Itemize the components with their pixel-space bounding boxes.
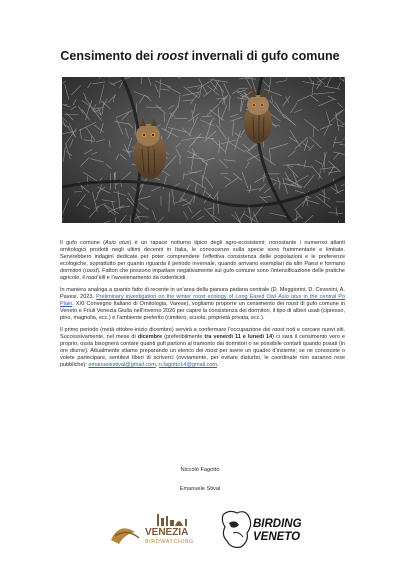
paragraph-run: Il primo periodo (metà ottobre-inizio dicembre) servirà a confermare l’occupazione dei xyxy=(60,326,273,333)
paragraph-link[interactable]: Preliminary investigation on the winter roost ecology of Long Eared Owl xyxy=(96,293,279,300)
title-text-before: Censimento dei xyxy=(60,49,157,63)
paragraph-run: ) è un rapace notturno tipico degli agro-ecosistemi; nonostante i numerosi atlanti ornitologici prodotti negli ultimi decenni in Italia, le conoscenze sulla specie sono frammentarie e limitate. Servirebbero indagini dedicate per poter comprendere l’effettiva consistenza delle popolazioni e le preferenze ecologiche, soprattutto per quanto riguarda il periodo invernale, quando arrivano esemplari da altri Paesi e formano dormitori ( xyxy=(60,240,345,275)
logo-right-line1: BIRDING xyxy=(253,518,301,530)
paragraph-run: di gufo comune in Veneto e Friuli Venezia Giulia nell’inverno 2026 per capire la consistenza dei dormitori, il tipo di alberi usati (cipresso, pino, magnolia, ecc.) e l’ambiente preferito (cimitero, scuola, proprietà privata, ecc.). xyxy=(60,300,345,322)
paragraph-run: road kill xyxy=(86,275,106,282)
paragraph-run: roost xyxy=(205,347,218,354)
paragraph-run: roost xyxy=(286,300,299,307)
article-body xyxy=(60,240,345,374)
paragraph-run: . xyxy=(217,361,219,368)
paragraph-run: tra venerdì 11 e lunedì 14 xyxy=(204,333,273,340)
paragraph-run: Asio otus xyxy=(104,240,130,246)
paragraph-run: Il gufo comune ( xyxy=(60,240,105,246)
paragraph-run: noti e cercare nuovi siti. Successivamente, nel mese di xyxy=(60,326,345,340)
signature-author-1: Niccolò Fagotto xyxy=(180,467,220,473)
birding-veneto-logo xyxy=(219,505,301,553)
paragraph-run: ). Fattori che possono impattare negativamente sul gufo comune sono l’intensificazione delle pratiche agricole, il xyxy=(60,268,345,282)
owl-photo xyxy=(62,77,345,223)
paragraph-run: e l’avvelenamento da rodenticidi. xyxy=(105,275,187,282)
skyline-icon xyxy=(157,514,187,526)
logo-left-line1: VENEZIA xyxy=(145,527,189,538)
page-title xyxy=(0,49,400,63)
paragraph-run: roost xyxy=(272,326,285,333)
paragraph-run: ) ci sarà il censimento vero e proprio, ossia bisognerà contare quanti gufi partono al tramonto dai dormitori o se possibile contarli quando posati (in ore diurne). Attualmente stiamo preparando un elenco dei xyxy=(60,333,345,354)
venezia-birdwatching-logo xyxy=(105,510,203,550)
bird-icon xyxy=(111,528,139,544)
paragraph-run: dicembre xyxy=(137,333,163,340)
paragraph-proposal xyxy=(60,287,345,322)
paragraph-run: (preferibilmente xyxy=(162,333,205,340)
paragraph-run: In maniera analoga a quanto fatto di recente in un’area della pianura padana centrale (D. Meggiorini, D. Cevenini, A. Pavesi, 2023. xyxy=(60,286,345,300)
logo-left-line2: BIRDWATCHING xyxy=(145,539,194,545)
paragraph-link[interactable]: n.fagotto14@gmail.com xyxy=(158,361,218,368)
paragraph-run: . XXI Convegno Italiano di Ornitologia, Varese), vogliamo proporre un censimento dei xyxy=(72,300,287,307)
veneto-map-icon xyxy=(222,511,250,547)
paragraph-link[interactable]: Asio otus xyxy=(278,293,302,300)
paragraph-link[interactable]: emanuelestival@gmail.com xyxy=(88,361,156,368)
title-text-after: invernali di gufo comune xyxy=(188,49,340,63)
paragraph-schedule xyxy=(60,327,345,369)
paragraph-link[interactable]: in the central Po Plain xyxy=(60,293,346,307)
paragraph-run: roost xyxy=(84,268,98,275)
paragraph-intro xyxy=(60,240,345,282)
title-text-italic: roost xyxy=(156,49,189,63)
paragraph-run: per avere un quadro d’insieme; se ne conoscete o volete partecipare, sentitevi liberi di scriverci (ovviamente, per evitare disturbo, le coordinate non saranno rese pubbliche): xyxy=(60,347,345,368)
paragraph-run: , xyxy=(155,361,159,368)
signature-author-2: Emanuele Stival xyxy=(179,486,221,492)
logo-right-line2: VENETO xyxy=(253,531,301,543)
